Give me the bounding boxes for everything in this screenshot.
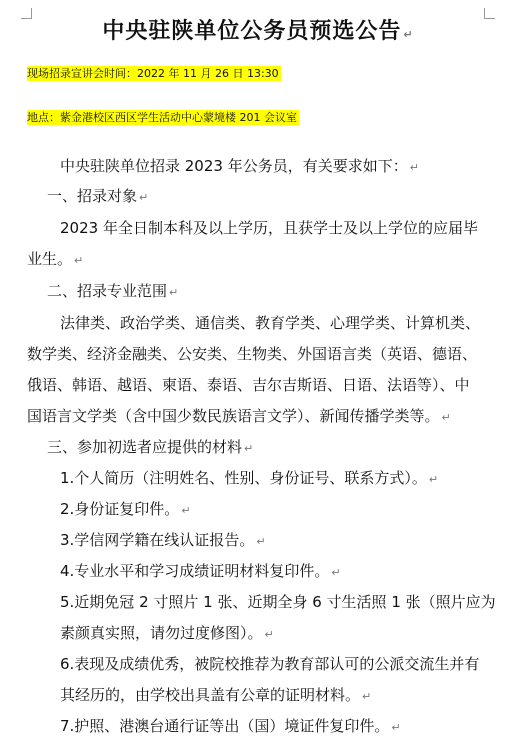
section-1-line: 2023 年全日制本科及以上学历，且获学士及以上学位的应届毕 xyxy=(60,219,478,237)
intro-paragraph: 中央驻陕单位招录 2023 年公务员，有关要求如下： ↵ xyxy=(60,157,419,175)
meeting-time-line: 现场招录宣讲会时间：2022 年 11 月 26 日 13:30 xyxy=(27,67,279,80)
material-item: 3.学信网学籍在线认证报告。 ↵ xyxy=(60,531,266,549)
material-item: 2.身份证复印件。 ↵ xyxy=(60,500,191,518)
section-2-line: 法律类、政治学类、通信类、教育学类、心理学类、计算机类、 xyxy=(60,314,481,332)
section-2-heading: 二、招录专业范围 ↵ xyxy=(47,282,179,300)
section-2-line: 国语言文学类（含中国少数民族语言文学）、新闻传播学类等。 ↵ xyxy=(27,407,451,425)
section-1-line: 业生。 ↵ xyxy=(27,250,84,268)
material-item: 7.护照、港澳台通行证等出（国）境证件复印件。 ↵ xyxy=(60,717,401,735)
material-item: 4.专业水平和学习成绩证明材料复印件。 ↵ xyxy=(60,562,341,580)
material-item: 素颜真实照，请勿过度修图）。 ↵ xyxy=(60,624,274,642)
section-1-heading: 一、招录对象 ↵ xyxy=(47,187,149,205)
material-item: 6.表现及成绩优秀，被院校推荐为教育部认可的公派交流生并有 xyxy=(60,655,480,673)
material-item: 5.近期免冠 2 寸照片 1 张、近期全身 6 寸生活照 1 张（照片应为 xyxy=(60,593,496,611)
material-item: 其经历的，由学校出具盖有公章的证明材料。 ↵ xyxy=(60,686,372,704)
section-2-line: 数学类、经济金融类、公安类、生物类、外国语言类（英语、德语、 xyxy=(27,345,478,363)
section-3-heading: 三、参加初选者应提供的材料 ↵ xyxy=(47,438,254,456)
document-title: 中央驻陕单位公务员预选公告 ↵ xyxy=(102,19,414,44)
meeting-location-line: 地点：紫金港校区西区学生活动中心蒙境楼 201 会议室 xyxy=(27,111,297,124)
material-item: 1.个人简历（注明姓名、性别、身份证号、联系方式）。 ↵ xyxy=(60,469,439,487)
section-2-line: 俄语、韩语、越语、柬语、泰语、吉尔吉斯语、日语、法语等）、中 xyxy=(27,376,470,394)
